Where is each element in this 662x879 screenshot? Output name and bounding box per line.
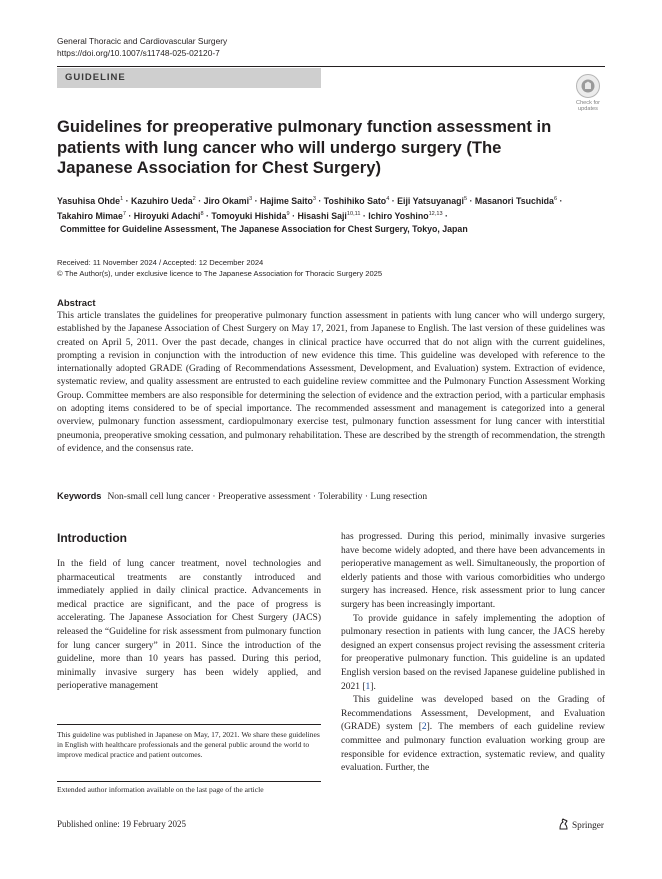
author-separator: · bbox=[123, 196, 132, 206]
publisher-logo bbox=[558, 818, 604, 833]
author-name[interactable]: Jiro Okami bbox=[203, 196, 250, 206]
author-name[interactable]: Eiji Yatsuyanagi bbox=[397, 196, 464, 206]
citation-link-2[interactable]: 2 bbox=[421, 722, 427, 733]
check-for-updates-badge[interactable]: Check for updates bbox=[572, 74, 604, 113]
author-name[interactable]: Hiroyuki Adachi bbox=[133, 210, 201, 221]
publisher-name: Springer bbox=[572, 821, 605, 831]
keywords bbox=[57, 491, 605, 502]
author-affiliation-mark: 5 bbox=[463, 196, 468, 203]
article-type-band bbox=[57, 68, 321, 88]
author-separator: · bbox=[389, 196, 398, 206]
doi-link[interactable]: https://doi.org/10.1007/s11748-025-02120-7 bbox=[57, 47, 220, 58]
body-column-left bbox=[57, 558, 321, 694]
author-name[interactable]: Ichiro Yoshino bbox=[368, 210, 429, 221]
author-separator: · bbox=[125, 210, 134, 221]
footnote-rule bbox=[57, 724, 321, 725]
article-dates bbox=[57, 257, 605, 279]
author-affiliation-mark: 3 bbox=[249, 196, 253, 203]
article-title: Guidelines for preoperative pulmonary function assessment in patients with lung cancer who will undergo surgery (The Japanese Association for Chest Surgery) bbox=[57, 117, 552, 177]
author-affiliation-mark: 12,13 bbox=[428, 210, 443, 217]
author-separator: · bbox=[252, 196, 261, 206]
body-column-right bbox=[341, 531, 605, 776]
author-affiliation-mark: 9 bbox=[286, 210, 290, 217]
footnote-rule-2 bbox=[57, 781, 321, 782]
intro-paragraph-1: In the field of lung cancer treatment, novel technologies and pharmaceutical treatments are constantly introduced and immediately applied in daily clinical practice. Advancements in medical practice are significant, and the pace of progress is accelerating. The Japanese Association for Chest Surgery (JACS) released the “Guideline for risk assessment from pulmonary function for lung cancer surgery” in 2011. Since the introduction of the guideline, more than 10 years has passed. During this period, minimally invasive surgery has been widely applied, and perioperative management bbox=[57, 559, 321, 692]
author-name[interactable]: Kazuhiro Ueda bbox=[131, 196, 193, 206]
author-separator: · bbox=[442, 210, 448, 221]
committee-affiliation: Committee for Guideline Assessment, The Japanese Association for Chest Surgery, Tokyo, Japan bbox=[60, 224, 468, 234]
author-info-note: Extended author information available on the last page of the article bbox=[57, 785, 264, 794]
author-affiliation-mark: 1 bbox=[120, 196, 124, 203]
author-name[interactable]: Masanori Tsuchida bbox=[474, 196, 554, 206]
check-updates-icon bbox=[576, 74, 600, 98]
intro-paragraph-3: This guideline was developed based on the Grading of Recommendations Assessment, Development, and Evaluation (GRADE) system [2]. The members of each guideline review committee and pulmonary function evaluation working group are responsible for evidence extraction, systematic review, and quality evaluation. Further, the bbox=[341, 695, 605, 774]
author-affiliation-mark: 2 bbox=[192, 196, 196, 203]
author-separator: · bbox=[360, 210, 369, 221]
author-name[interactable]: Hajime Saito bbox=[260, 196, 313, 206]
author-separator: · bbox=[289, 210, 298, 221]
author-separator: · bbox=[195, 196, 204, 206]
article-type-label: GUIDELINE bbox=[65, 72, 126, 83]
author-separator: · bbox=[203, 210, 212, 221]
keywords-list: Non-small cell lung cancer · Preoperative assessment · Tolerability · Lung resection bbox=[107, 492, 428, 502]
author-affiliation-mark: 4 bbox=[386, 196, 390, 203]
intro-paragraph-2: To provide guidance in safely implementing the adoption of pulmonary resection in patients with lung cancer, the JACS hereby designed an expert consensus project revising the assessment criteria for preoperative pulmonary function. This guideline is an updated English version based on the revised Japanese guideline published in 2021 [1]. bbox=[341, 613, 605, 692]
author-list bbox=[57, 194, 607, 223]
keywords-heading: Keywords bbox=[57, 491, 102, 501]
header-rule bbox=[57, 66, 605, 67]
citation-link-1[interactable]: 1 bbox=[365, 681, 371, 692]
springer-horse-icon bbox=[558, 818, 569, 833]
abstract-text: This article translates the guidelines for preoperative pulmonary function assessment in patients with lung cancer who will undergo surgery, established by the Japanese Association of Chest Surgery on May 17, 2021, from Japanese to English. The last version of these guidelines was created on April 5, 2011. Over the past decade, changes in clinical practice have occurred that do not align with the current guidelines, prompting a revision in conjunction with the introduction of new evidence this time. This guideline was developed with reference to the internationally adopted GRADE (Grading of Recommendations Assessment, Development, and Evaluation) system. Extraction of evidence, systematic review, and quality assessment are entrusted to each guideline review committee and the Pulmonary Function Assessment Working Group. Committee members are also responsible for determining the selection of evidence and the extraction period, with a particular emphasis on adopting items considered to be of special importance. The recommended assessment and management is categorized into a general overview, pulmonary function assessment, cardiopulmonary exercise test, pulmonary function assessment for lung cancer with interstitial pneumonia, preoperative smoking cessation, and pulmonary rehabilitation. These are described by the strength of recommendation, the strength of evidence, and the consensus rate. bbox=[57, 311, 605, 454]
author-name[interactable]: Takahiro Mimae bbox=[57, 210, 123, 221]
footnote: This guideline was published in Japanese on May, 17, 2021. We share these guidelines in English with healthcare professionals and the general public around the world to improve medical practice and patient outcomes. bbox=[57, 730, 320, 760]
author-affiliation-mark: 7 bbox=[122, 210, 126, 217]
author-affiliation-mark: 10,11 bbox=[346, 210, 361, 217]
introduction-heading: Introduction bbox=[57, 531, 127, 545]
author-name[interactable]: Hisashi Saji bbox=[297, 210, 347, 221]
author-affiliation-mark: 3 bbox=[312, 196, 316, 203]
author-separator: · bbox=[467, 196, 475, 206]
journal-header bbox=[57, 36, 227, 59]
abstract-heading: Abstract bbox=[57, 298, 96, 309]
author-separator: · bbox=[315, 196, 324, 206]
journal-name: General Thoracic and Cardiovascular Surgery bbox=[57, 36, 228, 46]
copyright-notice: © The Author(s), under exclusive licence to The Japanese Association for Thoracic Surgery 2025 bbox=[57, 269, 383, 278]
author-name[interactable]: Toshihiko Sato bbox=[323, 196, 387, 206]
intro-paragraph-continued: has progressed. During this period, minimally invasive surgeries have become widely adopted, and there have been advancements in perioperative management as well. Simultaneously, the proportion of elderly patients and those with various comorbidities who undergo surgery has increased. Hence, risk assessment prior to lung cancer surgery has been increasingly important. bbox=[341, 532, 605, 610]
author-name[interactable]: Yasuhisa Ohde bbox=[57, 196, 121, 206]
author-affiliation-mark: 8 bbox=[200, 210, 204, 217]
author-affiliation-mark: 6 bbox=[553, 196, 558, 203]
published-date: Published online: 19 February 2025 bbox=[57, 819, 186, 829]
author-name[interactable]: Tomoyuki Hishida bbox=[211, 210, 287, 221]
author-separator: · bbox=[557, 196, 563, 206]
received-accepted-dates: Received: 11 November 2024 / Accepted: 12 December 2024 bbox=[57, 258, 264, 267]
